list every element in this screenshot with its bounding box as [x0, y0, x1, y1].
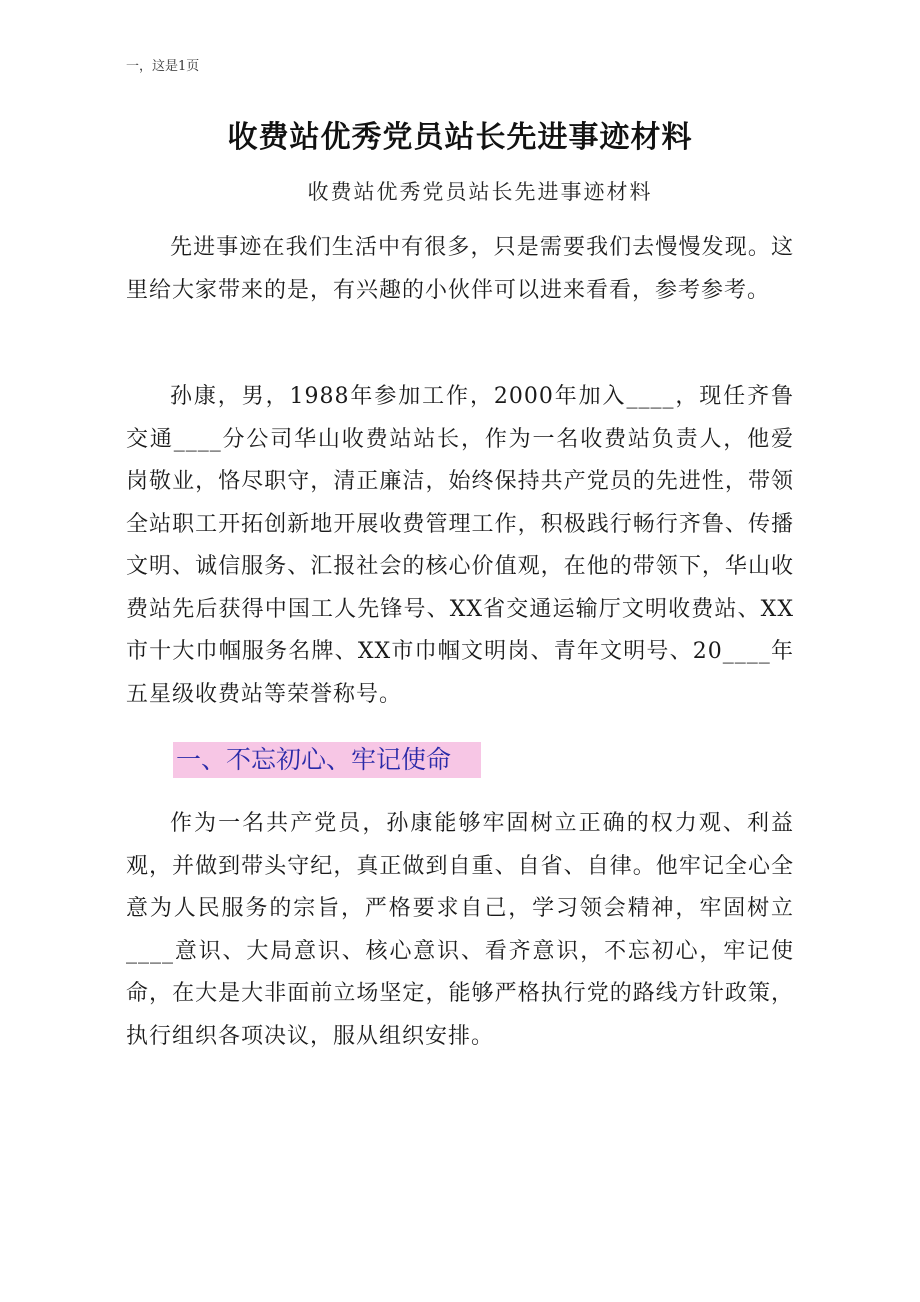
section-paragraph: 作为一名共产党员，孙康能够牢固树立正确的权力观、利益观，并做到带头守纪，真正做到自重、自省、自律。他牢记全心全意为人民服务的宗旨，严格要求自己，学习领会精神，牢固树立____意识、大局意识、核心意识、看齐意识，不忘初心，牢记使命，在大是大非面前立场坚定，能够严格执行党的路线方针政策，执行组织各项决议，服从组织安排。: [126, 811, 794, 1049]
document-title: 收费站优秀党员站长先进事迹材料: [227, 120, 693, 155]
profile-paragraph: 孙康，男，1988年参加工作，2000年加入____，现任齐鲁交通____分公司华山收费站站长，作为一名收费站负责人，他爱岗敬业，恪尽职守，清正廉洁，始终保持共产党员的先进性，带领全站职工开拓创新地开展收费管理工作，积极践行畅行齐鲁、传播文明、诚信服务、汇报社会的核心价值观，在他的带领下，华山收费站先后获得中国工人先锋号、XX省交通运输厅文明收费站、XX市十大巾帼服务名牌、XX市巾帼文明岗、青年文明号、20____年五星级收费站等荣誉称号。: [126, 384, 794, 707]
document-subtitle: 收费站优秀党员站长先进事迹材料: [307, 180, 653, 204]
page-marker: 一，这是1页: [126, 59, 200, 74]
section-heading: 一、不忘初心、牢记使命: [176, 745, 452, 774]
intro-paragraph: 先进事迹在我们生活中有很多，只是需要我们去慢慢发现。这里给大家带来的是，有兴趣的小伙伴可以进来看看，参考参考。: [126, 235, 794, 303]
